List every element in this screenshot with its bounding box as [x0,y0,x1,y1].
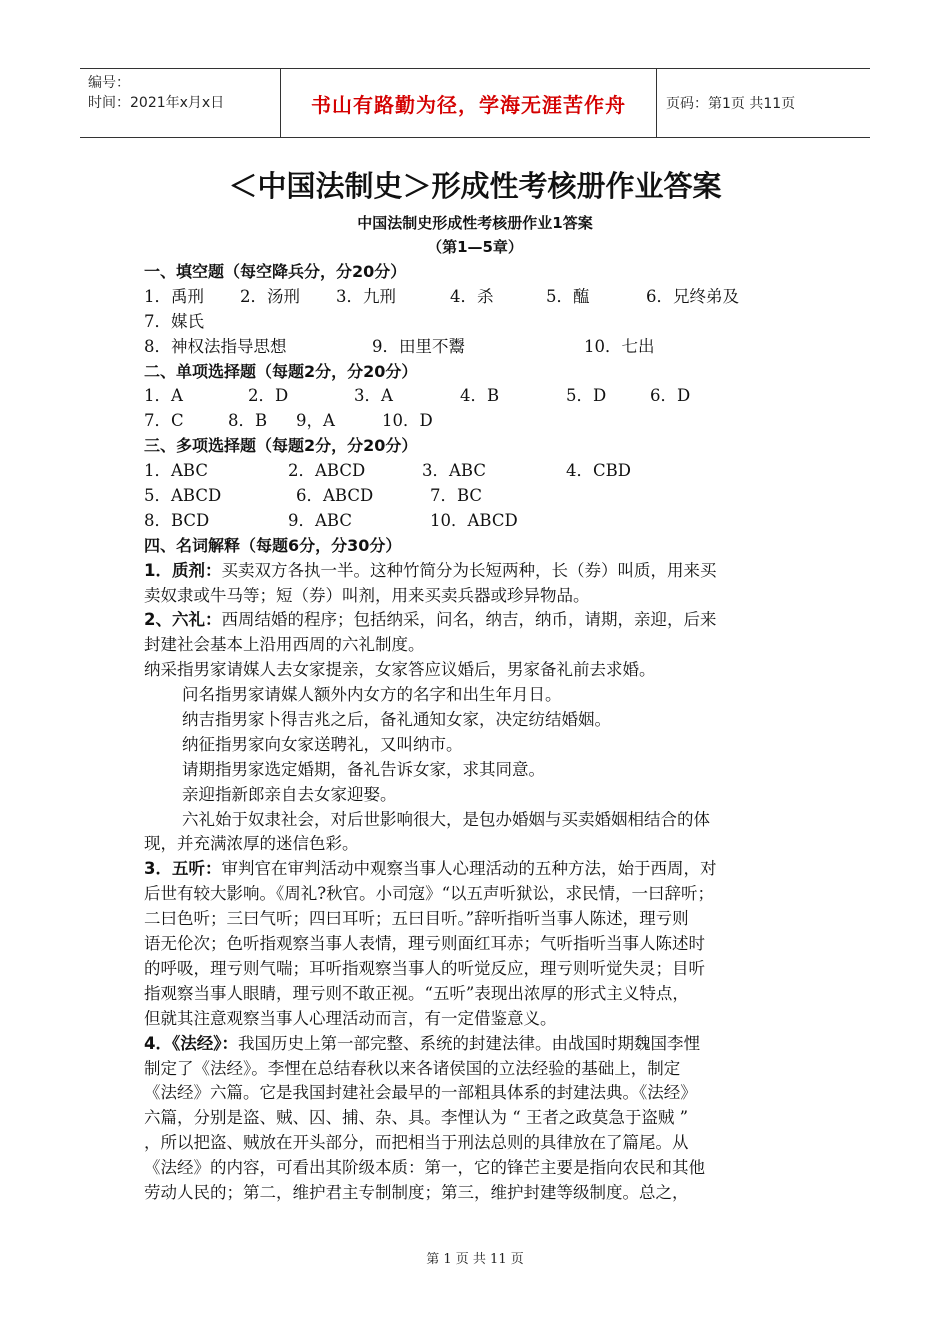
paragraph-line: 纳吉指男家卜得吉兆之后，备礼通知女家，决定纺结婚姻。 [182,710,611,730]
paragraph-line: 六礼始于奴隶社会，对后世影响很大，是包办婚姻与买卖婚姻相结合的体 [182,809,710,829]
term-text: 西周结婚的程序；包括纳采，问名，纳吉，纳币，请期，亲迎，后来 [221,610,717,630]
answer-item: 5．D [566,386,607,406]
answer-item: 6．ABCD [296,486,374,506]
paragraph-line: 纳采指男家请媒人去女家提亲，女家答应议婚后，男家备礼前去求婚。 [144,660,656,680]
answer-item: 3．ABC [422,461,486,481]
paragraph-line: 后世有较大影响。《周礼?秋官。小司寇》“以五声听狱讼，求民情，一曰辞听； [144,884,715,904]
paragraph-line [144,608,814,633]
answer-item: 1．禹刑 [144,286,204,306]
paragraph-line: 指观察当事人眼睛，理亏则不敢正视。“五听”表现出浓厚的形式主义特点， [144,983,689,1003]
answer-item: 8．B [228,411,268,431]
paragraph-line: 封建社会基本上沿用西周的六礼制度。 [144,635,425,655]
term-label: 2、六礼： [144,610,222,630]
section-heading: 四、名词解释（每题6分，分30分） [144,535,402,555]
answer-row [144,484,814,509]
answer-item: 2．汤刑 [240,286,300,306]
page-footer: 第 1 页 共 11 页 [426,1252,524,1267]
paragraph-line: 现，并充满浓厚的迷信色彩。 [144,834,359,854]
chapter-range: （第1—5章） [427,238,523,256]
term-label: 1．质剂： [144,560,222,580]
answer-item: 3．A [354,386,393,406]
answer-item: 1．A [144,386,183,406]
answer-item: 9，A [296,411,335,431]
paragraph-line: 语无伦次；色听指观察当事人表情，理亏则面红耳赤；气听指听当事人陈述时 [144,934,705,954]
answer-item: 10．七出 [584,336,655,356]
paragraph-line [144,1032,814,1057]
answer-item: 6．D [650,386,691,406]
paragraph-line: ，所以把盗、贼放在开头部分，而把相当于刑法总则的具律放在了篇尾。从 [144,1133,689,1153]
answer-item: 8．BCD [144,510,210,530]
time-label: 时间：2021年x月x日 [88,95,225,111]
term-text: 我国历史上第一部完整、系统的封建法律。由战国时期魏国李悝 [237,1033,700,1053]
paragraph-line: 亲迎指新郎亲自去女家迎娶。 [182,784,397,804]
answer-item: 7．C [144,411,184,431]
paragraph-line: 二曰色听；三曰气听；四曰耳听；五曰目听。”辞听指听当事人陈述，理亏则 [144,909,689,929]
paragraph-line: 六篇，分别是盗、贼、囚、捕、杂、具。李悝认为 “ 王者之政莫急于盗贼 ” [144,1108,689,1128]
term-label: 4．《法经》： [144,1033,238,1053]
header-box [80,68,870,138]
paragraph-line: 劳动人民的；第二，维护君主专制制度；第三，维护封建等级制度。总之， [144,1182,689,1202]
answer-item: 4．杀 [450,286,494,306]
paragraph-line: 《法经》六篇。它是我国封建社会最早的一部粗具体系的封建法典。《法经》 [144,1083,697,1103]
answer-item: 9．ABC [288,510,352,530]
paragraph-line: 问名指男家请媒人额外内女方的名字和出生年月日。 [182,685,562,705]
section-heading: 三、多项选择题（每题2分，分20分） [144,436,418,456]
answer-content [144,260,814,1206]
document-title: ＜中国法制史＞形成性考核册作业答案 [228,169,722,203]
answer-item: 10．ABCD [430,510,518,530]
answer-row [144,459,814,484]
answer-item: 7．媒氏 [144,311,204,331]
paragraph-line [144,559,814,584]
header-motto: 书山有路勤为径，学海无涯苦作舟 [280,69,657,137]
document-subtitle: 中国法制史形成性考核册作业1答案 [357,214,593,232]
answer-item: 7．BC [430,486,483,506]
answer-item: 4．B [460,386,500,406]
term-text: 买卖双方各执一半。这种竹简分为长短两种，长（券）叫质，用来买 [221,560,717,580]
paragraph-line: 《法经》的内容，可看出其阶级本质：第一，它的锋芒主要是指向农民和其他 [144,1158,705,1178]
section-heading: 一、填空题（每空降兵分，分20分） [144,262,407,281]
answer-row [144,409,814,434]
paragraph-line: 卖奴隶或牛马等；短（券）叫剂，用来买卖兵器或珍异物品。 [144,585,590,605]
header-page-info: 页码：第1页 共11页 [666,96,796,112]
answer-item: 1．ABC [144,461,208,481]
answer-item: 2．D [248,386,289,406]
answer-row [144,310,814,335]
answer-item: 9．田里不鬻 [372,336,465,356]
number-label: 编号： [88,75,130,91]
paragraph-line: 的呼吸，理亏则气喘；耳听指观察当事人的听觉反应，理亏则听觉失灵；目听 [144,958,705,978]
answer-item: 3．九刑 [336,286,396,306]
header-left [88,73,278,113]
answer-item: 4．CBD [566,461,631,481]
answer-item: 5．醢 [546,286,590,306]
answer-row [144,285,814,310]
paragraph-line [144,857,814,882]
answer-row [144,509,814,534]
answer-item: 8．神权法指导思想 [144,336,287,356]
answer-row [144,384,814,409]
answer-item: 2．ABCD [288,461,366,481]
answer-item: 5．ABCD [144,486,222,506]
paragraph-line: 纳征指男家向女家送聘礼，又叫纳市。 [182,734,463,754]
term-label: 3．五听： [144,859,222,879]
paragraph-line: 请期指男家选定婚期，备礼告诉女家，求其同意。 [182,759,545,779]
answer-item: 6．兄终弟及 [646,286,739,306]
answer-row [144,335,814,360]
term-text: 审判官在审判活动中观察当事人心理活动的五种方法，始于西周，对 [221,859,717,879]
paragraph-line: 制定了《法经》。李悝在总结春秋以来各诸侯国的立法经验的基础上，制定 [144,1058,681,1078]
section-heading: 二、单项选择题（每题2分，分20分） [144,361,418,381]
paragraph-line: 但就其注意观察当事人心理活动而言，有一定借鉴意义。 [144,1008,557,1028]
answer-item: 10．D [382,411,433,431]
